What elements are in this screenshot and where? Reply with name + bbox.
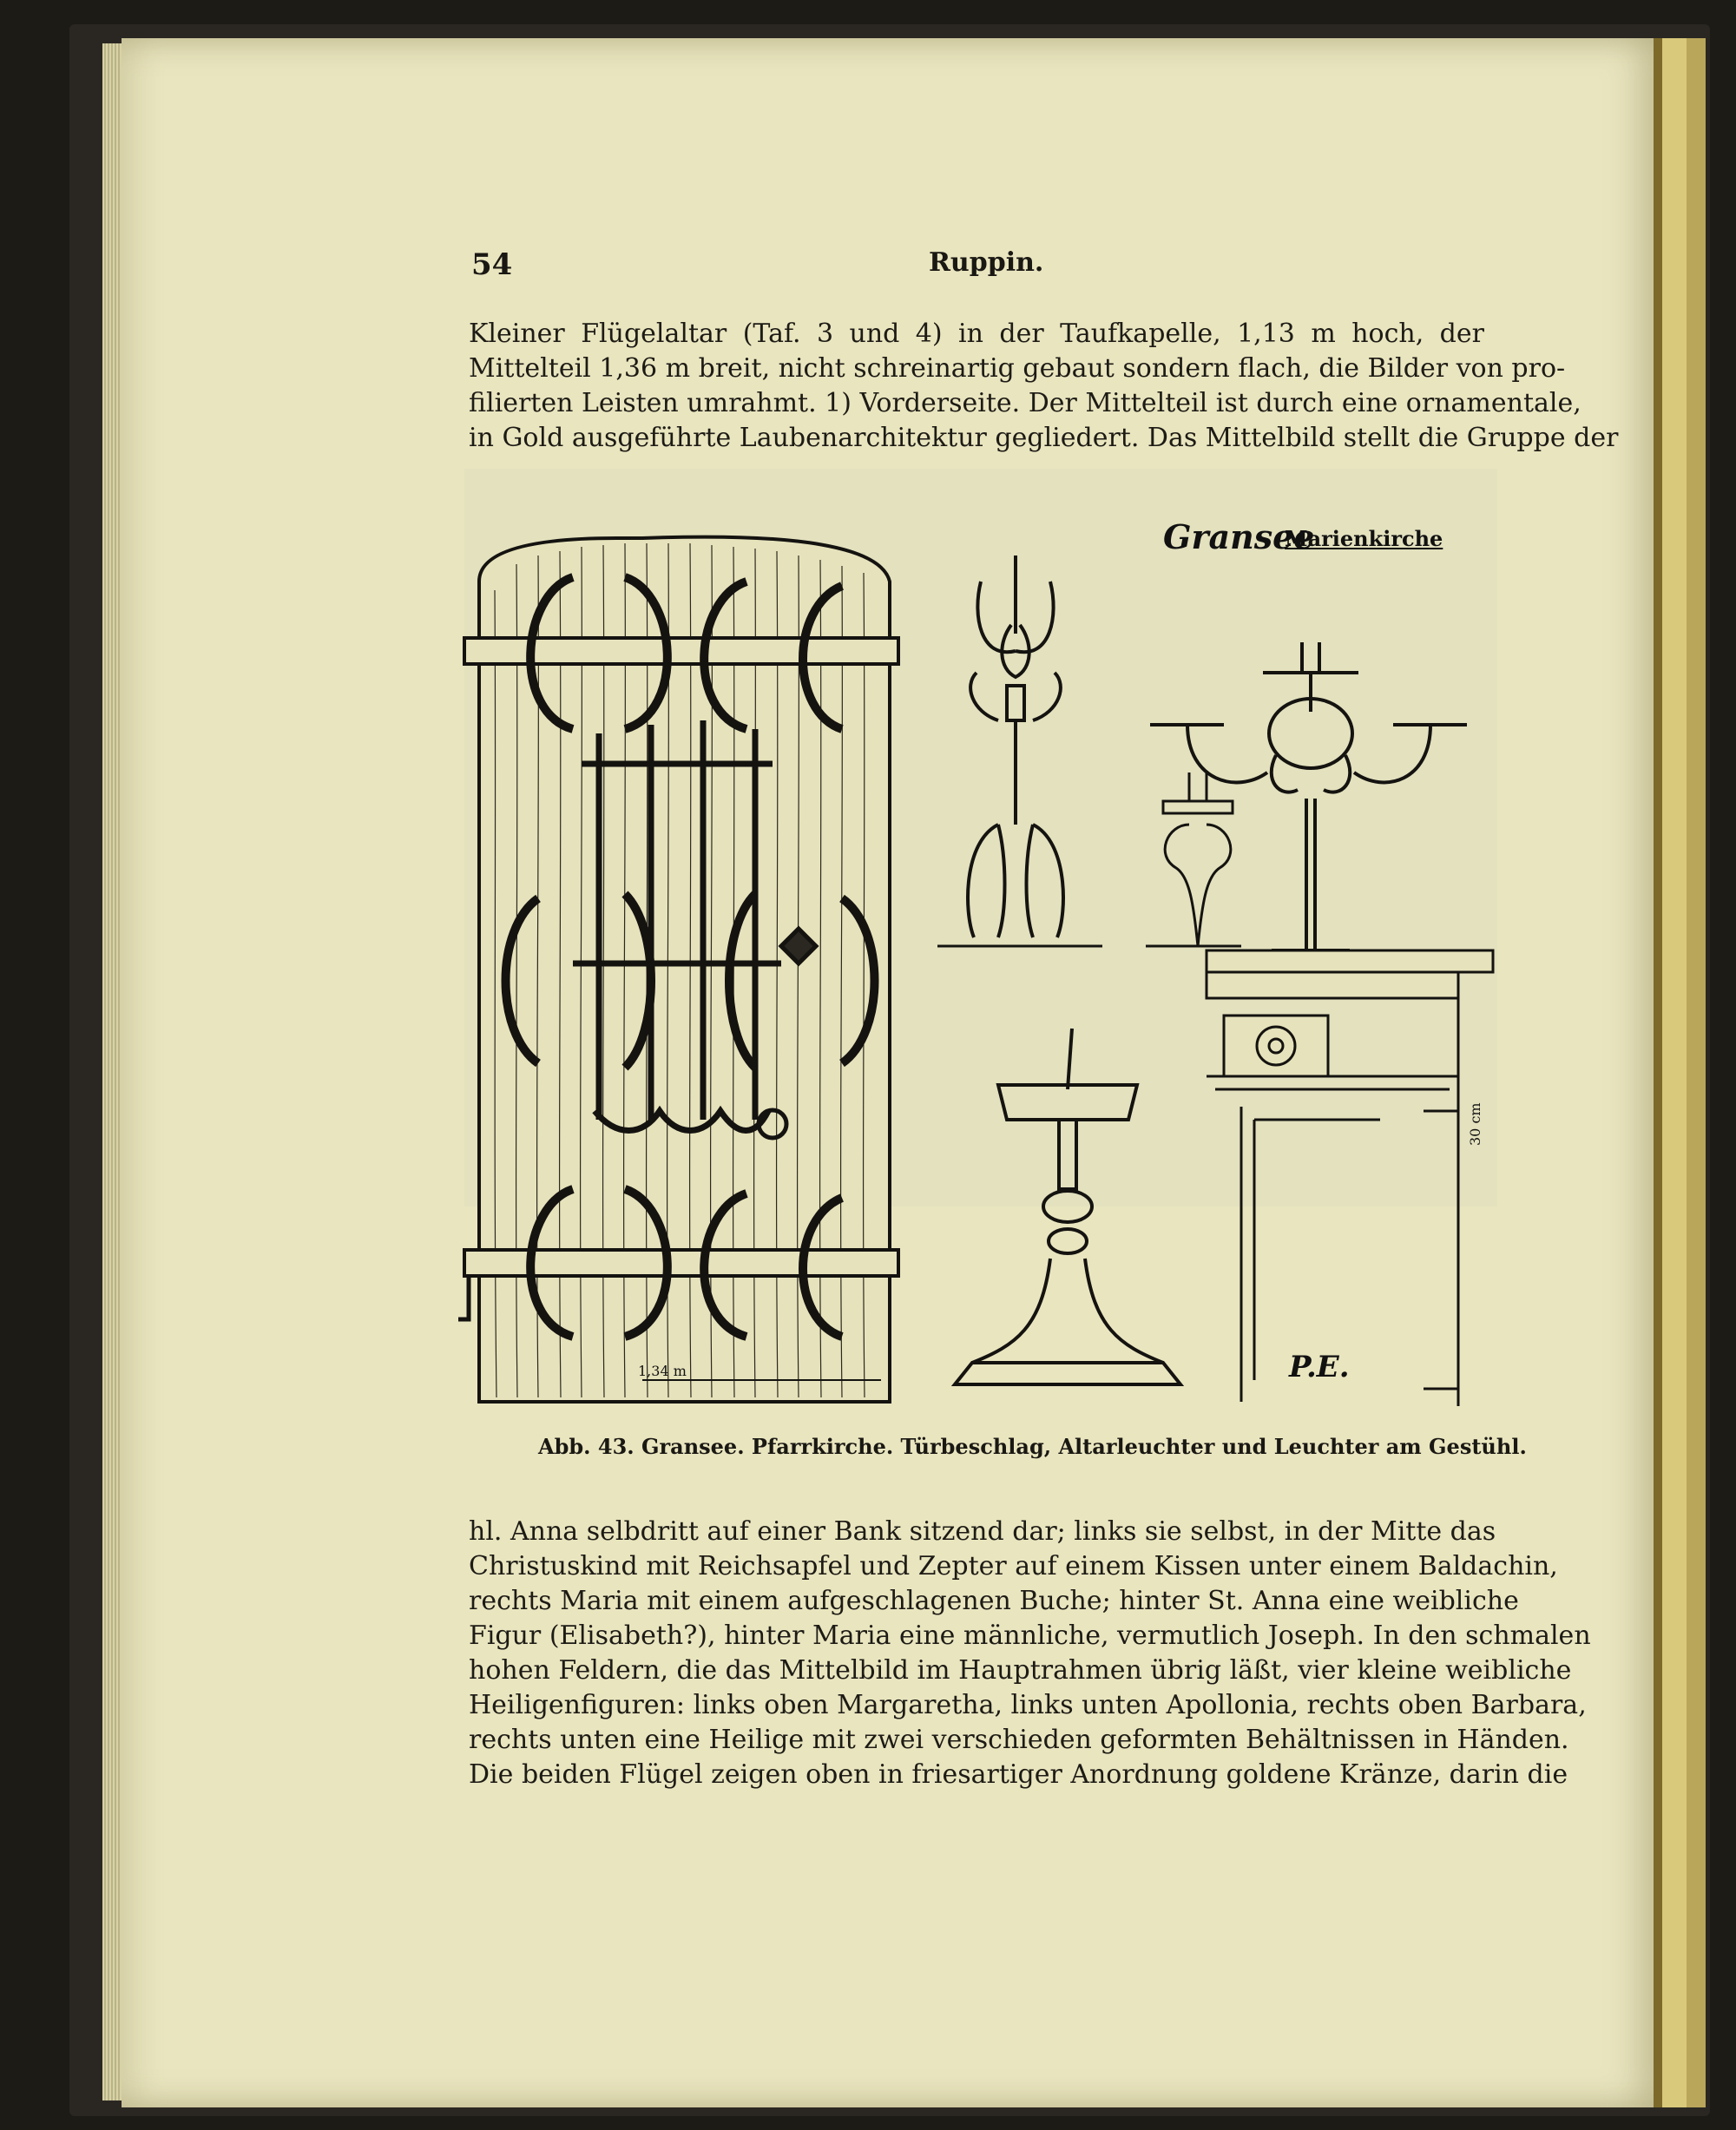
paragraph-top xyxy=(469,317,1619,456)
figure-title: Gransee xyxy=(1163,517,1315,556)
text-line: filierten Leisten umrahmt. 1) Vorderseite. Der Mittelteil ist durch eine ornamentale, xyxy=(469,388,1581,418)
text-line: Mittelteil 1,36 m breit, nicht schreinartig gebaut sondern flach, die Bilder von pro- xyxy=(469,353,1566,384)
figure-illustration xyxy=(443,512,1502,1415)
next-page-edge xyxy=(1654,38,1706,2107)
text-line: hohen Feldern, die das Mittelbild im Hauptrahmen übrig läßt, vier kleine weibliche xyxy=(469,1655,1572,1686)
paragraph-bottom xyxy=(469,1515,1591,1792)
pedestal-scale-label: 30 cm xyxy=(1467,1102,1483,1146)
artist-monogram: P.E. xyxy=(1289,1350,1350,1384)
altar-candlestick-drawing xyxy=(937,556,1102,946)
text-line: Christuskind mit Reichsapfel und Zepter auf einem Kissen unter einem Baldachin, xyxy=(469,1551,1558,1581)
figure-subtitle: Marienkirche xyxy=(1285,526,1443,551)
pricket-candlestick-drawing xyxy=(955,1029,1180,1384)
branched-candlestick-drawing xyxy=(1150,642,1467,950)
text-line: rechts Maria mit einem aufgeschlagenen Buche; hinter St. Anna eine weibliche xyxy=(469,1586,1519,1616)
door-drawing xyxy=(458,537,898,1402)
text-line: rechts unten eine Heilige mit zwei verschieden geformten Behältnissen in Händen. xyxy=(469,1725,1569,1755)
text-line: Kleiner Flügelaltar (Taf. 3 und 4) in der Taufkapelle, 1,13 m hoch, der xyxy=(469,319,1484,349)
text-line: hl. Anna selbdritt auf einer Bank sitzend dar; links sie selbst, in der Mitte das xyxy=(469,1516,1496,1547)
running-title: Ruppin. xyxy=(929,247,1044,278)
pedestal-drawing xyxy=(1207,950,1493,1406)
door-scale-label: 1,34 m xyxy=(638,1363,687,1379)
figure-caption: Abb. 43. Gransee. Pfarrkirche. Türbeschlag, Altarleuchter und Leuchter am Gestühl. xyxy=(538,1434,1527,1459)
text-line: Heiligenfiguren: links oben Margaretha, links unten Apollonia, rechts oben Barbara, xyxy=(469,1690,1587,1720)
text-line: Figur (Elisabeth?), hinter Maria eine männliche, vermutlich Joseph. In den schmalen xyxy=(469,1621,1591,1651)
small-candle-holder-drawing xyxy=(1146,772,1241,946)
text-line: in Gold ausgeführte Laubenarchitektur gegliedert. Das Mittelbild stellt die Gruppe der xyxy=(469,423,1619,453)
text-line: Die beiden Flügel zeigen oben in friesartiger Anordnung goldene Kränze, darin die xyxy=(469,1759,1568,1790)
page-number: 54 xyxy=(471,247,513,282)
